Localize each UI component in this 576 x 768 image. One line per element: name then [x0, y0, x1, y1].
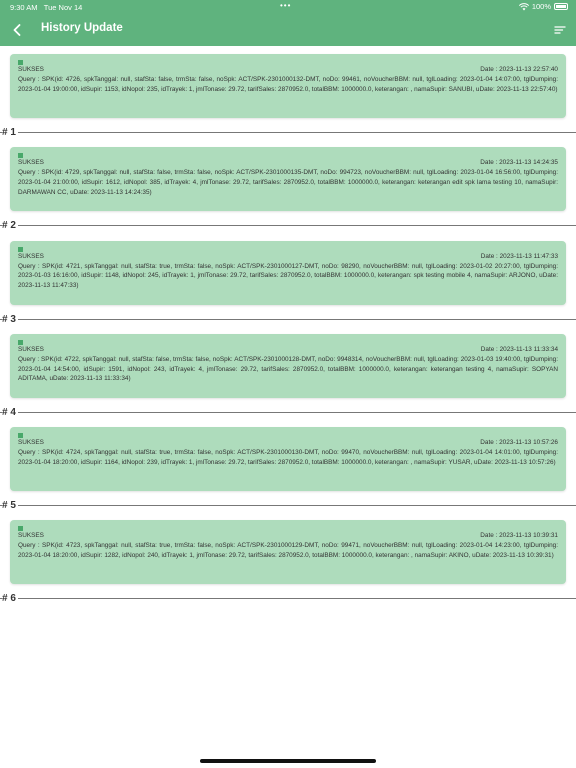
status-label: SUKSES	[18, 159, 44, 167]
update-date: Date : 2023-11-13 10:57:26	[480, 439, 558, 447]
item-number: # 1	[2, 127, 16, 138]
status-label: SUKSES	[18, 345, 44, 353]
history-card[interactable]	[10, 334, 566, 398]
back-button[interactable]	[6, 19, 28, 41]
status-indicator-icon	[18, 433, 23, 438]
item-separator	[0, 127, 576, 141]
history-item	[0, 520, 576, 613]
history-item	[0, 54, 576, 147]
item-number: # 4	[2, 406, 16, 418]
query-text: Query : SPK(id: 4729, spkTanggal: null, stafSta: false, trmSta: false, noSpk: ACT/SPK-2301000135-DMT, noDo: 994723, noVoucherBBM: null, tglLoading: 2023-01-04 16:56:00, tglDumping: 2023-01-04 21:00:00, idSupir: 1612, idNopol: 385, idTrayek: 4, jmlTonase: 29.72, tarifSales: 2870952.0, totalBBM: 1000000.0, keterangan: keterangan edit spk lama testing 10, namaSupir: DARMAWAN CC, uDate: 2023-11-13 14:24:35)	[18, 169, 558, 196]
history-list[interactable]	[0, 54, 576, 614]
status-indicator-icon	[18, 340, 23, 345]
item-number: # 6	[2, 593, 16, 605]
status-label: SUKSES	[18, 439, 44, 447]
query-text: Query : SPK(id: 4726, spkTanggal: null, stafSta: false, trmSta: false, noSpk: ACT/SPK-2301000132-DMT, noDo: 99461, noVoucherBBM: null, tglLoading: 2023-01-04 14:07:00, tglDumping: 2023-01-04 19:00:00, idSupir: 1153, idNopol: 235, idTrayek: 1, jmlTonase: 29.72, tarifSales: 2870952.0, totalBBM: 1000000.0, keterangan: , namaSupir: SANUBI, uDate: 2023-11-13 22:57:40)	[18, 76, 558, 93]
home-indicator[interactable]	[200, 759, 376, 763]
status-label: SUKSES	[18, 252, 44, 260]
item-separator	[0, 407, 576, 421]
battery-icon	[554, 3, 568, 10]
query-text: Query : SPK(id: 4722, spkTanggal: null, stafSta: false, trmSta: false, noSpk: ACT/SPK-2301000128-DMT, noDo: 9948314, noVoucherBBM: null, tglLoading: 2023-01-03 19:40:00, tglDumping: 2023-01-04 14:54:00, idSupir: 1591, idNopol: 243, idTrayek: 4, jmlTonase: 29.72, tarifSales: 2870952.0, totalBBM: 1000000.0, keterangan: keterangan testing 4, namaSupir: SOPYAN ADITAMA, uDate: 2023-11-13 11:33:34)	[18, 355, 558, 383]
status-label: SUKSES	[18, 532, 44, 540]
history-card[interactable]	[10, 427, 566, 491]
status-indicator-icon	[18, 526, 23, 531]
status-bar	[0, 0, 576, 14]
history-item	[0, 427, 576, 520]
item-number: # 3	[2, 313, 16, 325]
query-text: Query : SPK(id: 4724, spkTanggal: null, stafSta: true, trmSta: false, noSpk: ACT/SPK-2301000130-DMT, noDo: 99470, noVoucherBBM: null, tglLoading: 2023-01-04 14:01:00, tglDumping: 2023-01-04 18:20:00, idSupir: 1164, idNopol: 239, idTrayek: 1, jmlTonase: 29.72, tarifSales: 2870952.0, totalBBM: 1000000.0, keterangan: , namaSupir: YUSAR, uDate: 2023-11-13 10:57:26)	[18, 449, 558, 466]
query-text: Query : SPK(id: 4723, spkTanggal: null, stafSta: true, trmSta: false, noSpk: ACT/SPK-2301000129-DMT, noDo: 99471, noVoucherBBM: null, tglLoading: 2023-01-04 14:23:00, tglDumping: 2023-01-04 18:20:00, idSupir: 1282, idNopol: 240, idTrayek: 1, jmlTonase: 29.72, tarifSales: 2870952.0, totalBBM: 1000000.0, keterangan: , namaSupir: AKINO, uDate: 2023-11-13 10:39:31)	[18, 542, 558, 560]
query-text: Query : SPK(id: 4721, spkTanggal: null, stafSta: true, trmSta: false, noSpk: ACT/SPK-2301000127-DMT, noDo: 98290, noVoucherBBM: null, tglLoading: 2023-01-02 20:27:00, tglDumping: 2023-01-03 16:16:00, idSupir: 1148, idNopol: 245, idTrayek: 1, jmlTonase: 29.72, tarifSales: 2870952.0, totalBBM: 1000000.0, keterangan: spk testing mobile 4, namaSupir: ARJONO, uDate: 2023-11-13 11:47:33)	[18, 262, 558, 290]
history-card[interactable]	[10, 54, 566, 118]
item-separator	[0, 593, 576, 607]
item-number: # 2	[2, 220, 16, 232]
update-date: Date : 2023-11-13 14:24:35	[480, 159, 558, 167]
app-bar	[0, 14, 576, 46]
status-indicator-icon	[18, 247, 23, 252]
status-time: 9:30 AM Tue Nov 14	[10, 3, 83, 12]
page-title: History Update	[41, 22, 123, 34]
status-indicator-icon	[18, 153, 23, 158]
chevron-left-icon	[12, 24, 22, 36]
item-separator	[0, 314, 576, 328]
history-card[interactable]	[10, 520, 566, 584]
item-separator	[0, 220, 576, 234]
history-card[interactable]	[10, 241, 566, 305]
status-indicator-icon	[18, 60, 23, 65]
update-date: Date : 2023-11-13 11:47:33	[480, 252, 558, 260]
sort-lines-icon	[554, 25, 566, 35]
item-number: # 5	[2, 500, 16, 512]
history-item	[0, 147, 576, 240]
wifi-icon	[519, 3, 529, 11]
history-item	[0, 334, 576, 427]
battery-level: 100%	[531, 2, 551, 11]
multitasking-dots-icon: •••	[280, 1, 292, 10]
item-separator	[0, 500, 576, 514]
sort-menu-button[interactable]	[550, 20, 570, 40]
status-label: SUKSES	[18, 66, 44, 73]
update-date: Date : 2023-11-13 22:57:40	[480, 66, 558, 73]
update-date: Date : 2023-11-13 10:39:31	[480, 532, 558, 540]
history-item	[0, 241, 576, 334]
history-card[interactable]	[10, 147, 566, 211]
update-date: Date : 2023-11-13 11:33:34	[480, 345, 558, 353]
